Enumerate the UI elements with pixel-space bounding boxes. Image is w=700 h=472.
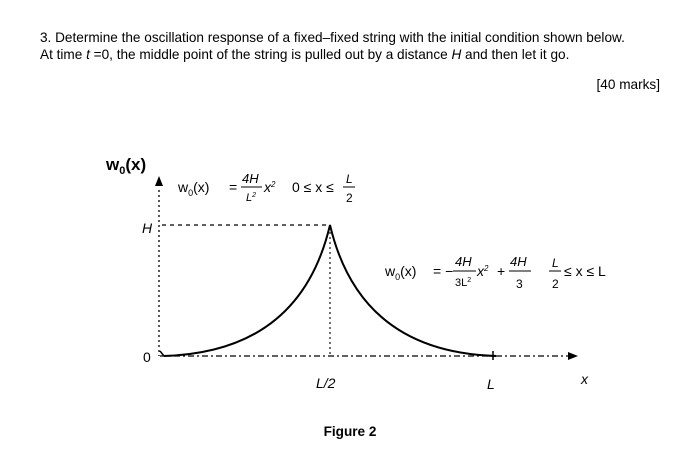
eq2-var-exp: 2 — [484, 264, 489, 273]
eq1-lhs-w: w — [178, 179, 189, 195]
x-axis-label: x — [581, 371, 588, 387]
eq2-equals-minus: = − — [433, 263, 454, 279]
eq2-lhs-w: w — [385, 263, 396, 279]
eq1-lhs — [177, 179, 209, 198]
variable-t: t — [86, 47, 90, 62]
y-axis-label-arg: (x) — [125, 155, 147, 174]
y-axis-label-sub: 0 — [119, 165, 126, 177]
string-initial-shape-curve — [164, 225, 496, 356]
figure-caption: Figure 2 — [323, 424, 377, 439]
eq1-range: 0 ≤ x ≤ — [292, 179, 334, 195]
x-axis-arrow — [568, 352, 578, 360]
eq2-lhs-sub: 0 — [395, 272, 401, 282]
eq1-den-L: L — [246, 192, 253, 204]
y-axis-label — [105, 155, 146, 177]
eq2-lhs — [384, 263, 416, 282]
eq2-var-x: x — [477, 263, 484, 279]
tick-label-L: L — [487, 376, 495, 392]
eq2-range-denominator: 2 — [552, 277, 559, 291]
equation-right-half — [384, 254, 606, 291]
eq1-lhs-sub: 0 — [188, 188, 194, 198]
marks-label: [40 marks] — [596, 77, 660, 92]
eq2-den1-exp: 2 — [467, 277, 472, 284]
eq2-range: ≤ x ≤ L — [564, 263, 606, 279]
eq2-denominator-1 — [455, 277, 471, 289]
eq2-numerator-1: 4H — [455, 254, 472, 269]
eq2-plus: + — [497, 263, 506, 279]
y-axis-label-w: w — [106, 155, 120, 174]
tick-label-L-half: L/2 — [316, 375, 336, 391]
eq1-numerator: 4H — [242, 171, 259, 186]
eq2-variable — [476, 263, 489, 279]
eq1-variable — [263, 179, 276, 195]
y-axis-arrow — [155, 176, 163, 186]
eq1-range-numerator: L — [346, 172, 353, 186]
eq2-den1-3L: 3L — [455, 277, 468, 289]
eq1-var-x: x — [264, 179, 271, 195]
variable-H: H — [451, 47, 462, 62]
eq2-lhs-arg: (x) — [400, 263, 417, 279]
question-text-part: =0, the middle point of the string is pulled out by a distance — [89, 47, 452, 62]
eq1-range-denominator: 2 — [346, 191, 353, 205]
question-sentence-1: 3. Determine the oscillation response of a fixed–fixed string with the initial condition shown below. — [40, 30, 625, 45]
eq1-den-exp: 2 — [252, 192, 257, 199]
question-text-part: and then let it go. — [461, 47, 570, 62]
eq2-denominator-2: 3 — [516, 277, 523, 291]
tick-label-H: H — [142, 220, 153, 236]
eq2-numerator-2: 4H — [510, 254, 527, 269]
eq1-var-exp: 2 — [271, 180, 276, 189]
eq2-range-numerator: L — [552, 256, 559, 270]
eq1-lhs-arg: (x) — [193, 179, 210, 195]
question-text-part: At time — [40, 47, 87, 62]
eq1-equals: = — [229, 179, 238, 195]
equation-left-half — [177, 171, 355, 205]
left-support — [160, 351, 164, 356]
tick-label-0: 0 — [143, 349, 151, 365]
eq1-denominator — [246, 192, 256, 204]
